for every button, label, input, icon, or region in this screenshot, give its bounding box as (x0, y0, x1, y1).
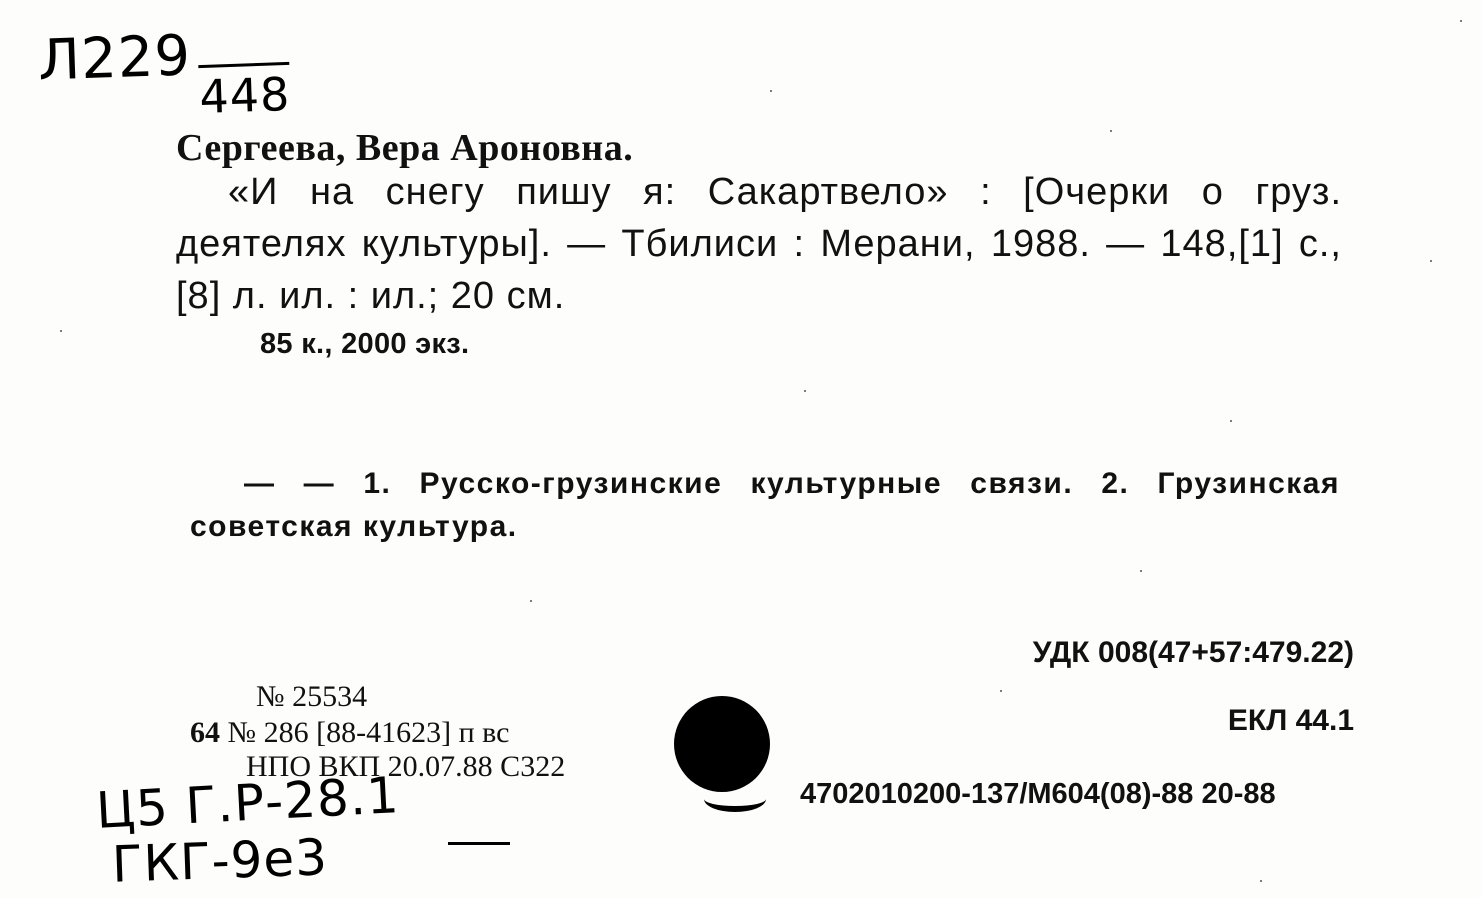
handwritten-call-number-bottom-1: Ц5 Г.Р-28.1 (94, 766, 401, 840)
ekl-classification: ЕКЛ 44.1 (1227, 704, 1354, 737)
call-number-top: Л229 (36, 23, 193, 94)
publication-code: 4702010200-137/М604(08)-88 20-88 (800, 778, 1276, 810)
scan-speck (1430, 260, 1432, 262)
card-punch-hole-mark (704, 786, 766, 812)
author-heading: Сергеева, Вера Ароновна. (176, 127, 634, 169)
scan-speck (1000, 690, 1002, 692)
price-and-print-run: 85 к., 2000 экз. (260, 328, 470, 360)
order-prefix: 64 (190, 716, 220, 749)
bibliographic-description: «И на снегу пишу я: Сакартвело» : [Очерки о груз. деятелях культуры]. — Тбилиси : Мерани, 1988. — 148,[1] с., [8] л. ил. : ил.; 20 см. (176, 171, 1342, 317)
call-number-top-sub: 448 (198, 62, 291, 124)
handwritten-call-number-bottom-2: ГКГ-9е3 (111, 828, 329, 894)
scan-speck (1260, 880, 1262, 882)
scan-speck (1140, 570, 1142, 572)
npo-vkp-line: НПО ВКП 20.07.88 С322 (246, 750, 566, 783)
card-punch-hole (674, 696, 770, 792)
scan-speck (530, 600, 532, 602)
order-details: № 286 [88-41623] п вс (220, 716, 510, 749)
udk-classification: УДК 008(47+57:479.22) (1032, 636, 1354, 669)
scan-speck (1460, 20, 1462, 22)
scan-speck (804, 390, 806, 392)
print-order-line (190, 716, 509, 750)
handwritten-underline (448, 842, 510, 845)
subject-headings: — — 1. Русско-грузинские культурные связи. 2. Грузинская советская культура. (190, 467, 1340, 543)
scan-speck (1110, 130, 1112, 132)
scan-speck (60, 330, 62, 332)
scan-speck (770, 90, 772, 92)
card-number: № 25534 (256, 680, 368, 713)
handwritten-call-number-top (36, 23, 292, 125)
scan-speck (1230, 420, 1232, 422)
